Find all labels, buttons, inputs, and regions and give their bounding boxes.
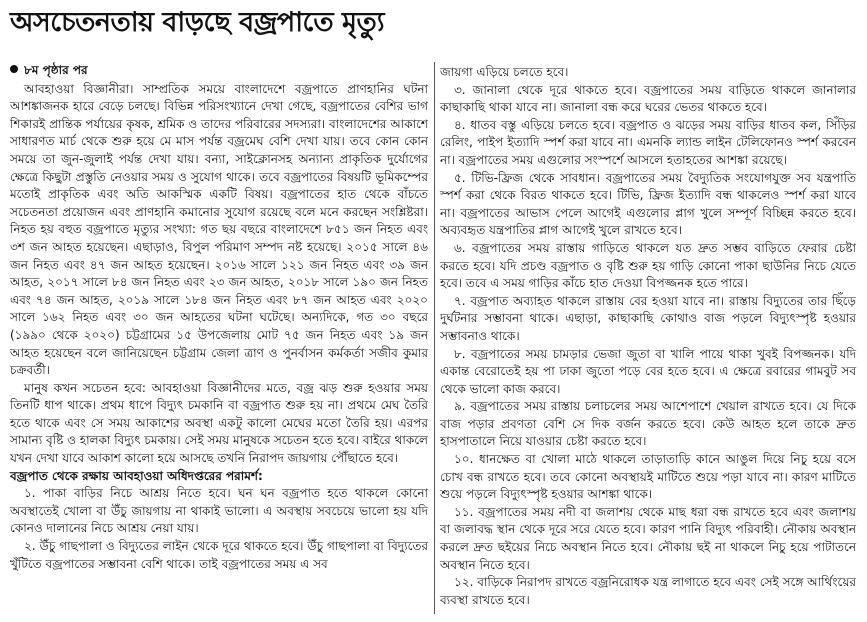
tip-paragraph: ২. উঁচু গাছপালা ও বিদ্যুতের লাইন থেকে দূরে থাকতে হবে। উঁচু গাছপালা বা বিদ্যুতের খুঁটিতে বজ্রপাতের সম্ভাবনা বেশি থাকে। তাই বজ্রপাতের সময় এ সব — [10, 539, 428, 571]
tip-paragraph: ৩. জানালা থেকে দূরে থাকতে হবে। বজ্রপাতের সময় বাড়িতে থাকলে জানালার কাছাকাছি থাকা যাবে না। জানালা বন্ধ করে ঘরের ভেতর থাকতে হবে। — [440, 82, 856, 115]
tip-paragraph: ৪. ধাতব বস্তু এড়িয়ে চলতে হবে। বজ্রপাত ও ঝড়ের সময় বাড়ির ধাতব কল, সিঁড়ির রেলিং, পাইপ ইত্যাদি স্পর্শ করা যাবে না। এমনকি ল্যান্ড লাইন টেলিফোনও স্পর্শ করবেন না। বজ্রপাতের সময় এগুলোর সংস্পর্শে আসলে হতাহতের আশঙ্কা রয়েছে। — [440, 117, 856, 167]
headline: অসচেতনতায় বাড়ছে বজ্রপাতে মৃত্যু — [10, 7, 385, 38]
bullet-icon — [10, 65, 18, 73]
article-column-right — [440, 64, 856, 609]
tip-paragraph: ১২. বাড়িকে নিরাপদ রাখতে বজ্রনিরোধক যন্ত্র লাগাতে হবে এবং সেই সঙ্গে আর্থিংয়ের ব্যবস্থা রাখতে হবে। — [440, 575, 856, 607]
tip-paragraph: ৫. টিভি-ফ্রিজ থেকে সাবধান। বজ্রপাতের সময় বৈদ্যুতিক সংযোগযুক্ত সব যন্ত্রপাতি স্পর্শ করা থেকে বিরত থাকতে হবে। টিভি, ফ্রিজ ইত্যাদি বন্ধ থাকলেও স্পর্শ করা যাবে না। বজ্রপাতের আভাস পেলে আগেই এগুলোর প্লাগ খুলে সম্পূর্ণ বিচ্ছিন্ন করতে হবে। অব্যবহৃত যন্ত্রপাতির প্লাগ আগেই খুলে রাখতে হবে। — [440, 170, 856, 238]
tip-paragraph: ১১. বজ্রপাতের সময় নদী বা জলাশয় থেকে মাছ ধরা বন্ধ রাখতে হবে এবং জলাশয় বা জলাবদ্ধ স্থান থেকে দূরে সরে যেতে হবে। কারণ পানি বিদ্যুৎ পরিবাহী। নৌকায় অবস্থান করলে দ্রুত ছইয়ের নিচে অবস্থান নিতে হবে। নৌকায় ছই না থাকলে নিচু হয়ে পাটাতনে অবস্থান নিতে হবে। — [440, 504, 856, 572]
page-reference: ৮ম পৃষ্ঠার পর — [24, 63, 88, 77]
continuation-marker — [10, 62, 428, 80]
tip-paragraph: ১. পাকা বাড়ির নিচে আশ্রয় নিতে হবে। ঘন ঘন বজ্রপাত হতে থাকলে কোনো অবস্থাতেই খোলা বা উঁচু জায়গায় না থাকাই ভালো। এ অবস্থায় সবচেয়ে ভালো হয় যদি কোনও দালানের নিচে আশ্রয় নেয়া যায়। — [10, 486, 428, 536]
tip-paragraph: জায়গা এড়িয়ে চলতে হবে। — [440, 65, 569, 79]
tip-paragraph: ৯. বজ্রপাতের সময় রাস্তায় চলাচলের সময় আশেপাশে খেয়াল রাখতে হবে। যে দিকে বাজ পড়ার প্রবণতা বেশি সে দিক বর্জন করতে হবে। কেউ আহত হলে তাকে দ্রুত হাসপাতালে নিয়ে যাওয়ার চেষ্টা করতে হবে। — [440, 399, 856, 449]
tip-paragraph: ৮. বজ্রপাতের সময় চামড়ার ভেজা জুতা বা খালি পায়ে থাকা খুবই বিপজ্জনক। যদি একান্ত বেরোতেই হয় পা ঢাকা জুতো পড়ে বের হতে হবে। এ ক্ষেত্রে রবারের গামবুট সব থেকে ভালো কাজ করবে। — [440, 346, 856, 396]
column-divider — [434, 62, 435, 614]
tip-paragraph: ১০. ধানক্ষেত বা খোলা মাঠে থাকলে তাড়াতাড়ি কানে আঙুল দিয়ে নিচু হয়ে বসে চোখ বন্ধ রাখতে হবে। তবে কোনো অবস্থায়ই মাটিতে শুয়ে পড়া যাবে না। কারণ মাটিতে শুয়ে পড়লে বিদ্যুৎস্পৃষ্ট হওয়ার আশঙ্কা থাকে। — [440, 452, 856, 502]
tip-paragraph: ৭. বজ্রপাত অব্যাহত থাকলে রাস্তায় বের হওয়া যাবে না। রাস্তায় বিদ্যুতের তার ছিঁড়ে দুর্ঘটনার সম্ভাবনা থাকে। এছাড়া, কাছাকাছি কোথাও বাজ পড়লে বিদ্যুৎস্পৃষ্ট হওয়ার সম্ভাবনাও থাকে। — [440, 293, 856, 343]
article-paragraph: আবহাওয়া বিজ্ঞানীরা। সাম্প্রতিক সময়ে বাংলাদেশে বজ্রপাতে প্রাণহানির ঘটনা আশঙ্কাজনক হারে বেড়ে চলছে। বিভিন্ন পরিসংখ্যানে দেখা গেছে, বজ্রপাতের বেশির ভাগ শিকারই প্রান্তিক পর্যায়ের কৃষক, শ্রমিক ও তাদের পরিবারের সদস্যরা। বাংলাদেশের আকাশে সাধারণত মার্চ থেকে শুরু হয়ে মে মাস পর্যন্ত বজ্রমেঘ বেশি দেখা যায়। তবে কোন কোন সময়ে তা জুন-জুলাই পর্যন্ত দেখা যায়। বন্যা, সাইক্লোনসহ অন্যান্য প্রাকৃতিক দুর্যোগের ক্ষেত্রে কিছুটা প্রস্তুতি নেওয়ার সময় ও সুযোগ থাকে। তবে বজ্রপাতের বিষয়টি ভূমিকম্পের মতোই প্রাকৃতিক এবং অতি আকস্মিক একটি বিষয়। বজ্রপাতের হাত থেকে বাঁচতে সচেতনতা প্রয়োজন এবং প্রাণহানি কমানোর সুযোগ রয়েছে বলে মনে করছেন সংশ্লিষ্টরা। নিহত হয় বহুত বজ্রপাতে মৃত্যুর সংখ্যা: গত ছয় বছরে বাংলাদেশে ৮৫১ জন নিহত এবং ৩শ জন আহত হয়েছেন। এছাড়াও, বিপুল পরিমাণ সম্পদ নষ্ট হয়েছে। ২০১৫ সালে ৪৬ জন নিহত এবং ৪৭ জন আহত হয়েছেন। ২০১৬ সালে ১২১ জন নিহত এবং ৩৯ জন আহত, ২০১৭ সালে ৮৪ জন নিহত এবং ২৩ জন আহত, ২০১৮ সালে ১৯০ জন নিহত এবং ৭৪ জন আহত, ২০১৯ সালে ১৮৪ জন নিহত এবং ৮৭ জন আহত এবং ২০২০ সালে ১৬২ নিহত এবং ৩০ জন আহতের ঘটনা ঘটেছে। অন্যদিকে, গত ৩০ বছরে (১৯৯০ থেকে ২০২০) চট্টগ্রামের ১৫ উপজেলায় মোট ৭৫ জন নিহত এবং ১৯ জন আহত হয়েছেন বলে জানিয়েছেন চট্টগ্রাম জেলা ত্রাণ ও পুনর্বাসন কর্মকর্তা সজীব কুমার চক্রবর্তী। — [10, 81, 429, 378]
tip-paragraph: ৬. বজ্রপাতের সময় রাস্তায় গাড়িতে থাকলে যত দ্রুত সম্ভব বাড়িতে ফেরার চেষ্টা করতে হবে। যদি প্রচণ্ড বজ্রপাত ও বৃষ্টি শুরু হয় গাড়ি কোনো পাকা ছাউনির নিচে যেতে হবে। তবে এ সময় গাড়ির কাঁচে হাত দেওয়া বিপজ্জনক হতে পারে। — [440, 240, 856, 291]
advice-heading: বজ্রপাত থেকে রক্ষায় আবহাওয়া অধিদপ্তরের পরামর্শ: — [10, 468, 263, 483]
article-column-left — [10, 62, 428, 573]
article-paragraph: মানুষ কখন সচেতন হবে: আবহাওয়া বিজ্ঞানীদের মতে, বজ্র ঝড় শুরু হওয়ার সময় তিনটি ধাপ থাকে। প্রথম ধাপে বিদ্যুৎ চমকানি বা বজ্রপাত শুরু হয় না। প্রথমে মেঘ তৈরি হতে থাকে এবং সে সময় আকাশের অবস্থা একটু কালো মেঘের মতো তৈরি হয়। এরপর সামান্য বৃষ্টি ও হালকা বিদ্যুৎ চমকায়। সেই সময় মানুষকে সচেতন হতে হবে। বাইরে থাকলে যখন দেখা যাবে আকাশ কালো হয়ে আসছে তখনি নিরাপদ জায়গায় পৌঁছাতে হবে। — [10, 380, 428, 466]
